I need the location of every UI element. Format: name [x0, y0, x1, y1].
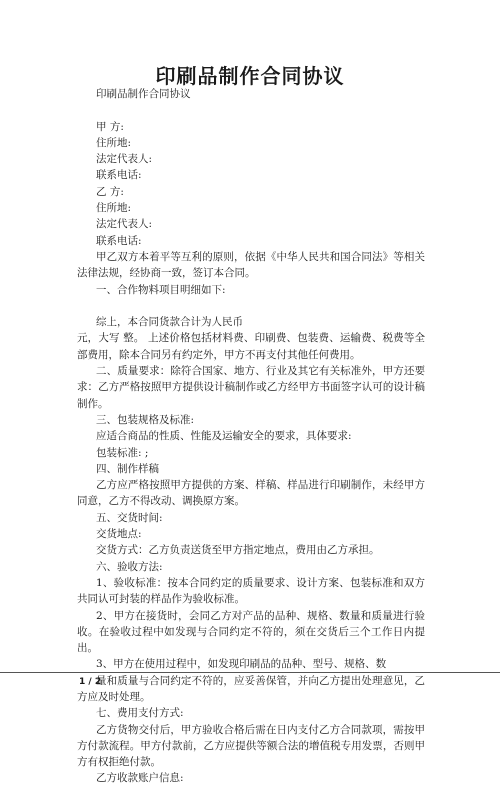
section-5-method: 交货方式：乙方负责送货至甲方指定地点，费用由乙方承担。: [96, 544, 380, 557]
section-4-body: 乙方应严格按照甲方提供的方案、样稿、样品进行印刷制作，未经甲方同意，乙方不得改动、调换原方案。: [77, 479, 425, 508]
section-6-item-3a: 3、甲方在使用过程中，如发现印刷品的品种、型号、规格、数: [96, 658, 387, 671]
price-note: 元，大写 整。 上述价格包括材料费、印刷费、包装费、运输费、税费等全部费用，除本合同另有约定外，甲方不再支付其他任何费用。: [77, 332, 425, 361]
subtitle: 印刷品制作合同协议: [96, 88, 191, 100]
document-title: 印刷品制作合同协议: [155, 64, 345, 88]
party-b-address: 住所地:: [96, 202, 132, 215]
section-3-pack: 包装标准: ;: [96, 446, 149, 459]
section-2: 二、质量要求：除符合国家、地方、行业及其它有关标准外，甲方还要求：乙方严格按照甲方提供设计稿制作或乙方经甲方书面签字认可的设计稿制作。: [77, 365, 425, 410]
party-a-rep: 法定代表人:: [96, 153, 153, 166]
party-b-phone: 联系电话:: [96, 234, 142, 247]
section-3-title: 三、包装规格及标准:: [96, 413, 195, 426]
section-7-item-1: 乙方货物交付后，甲方验收合格后需在日内支付乙方合同款项，需按甲方付款流程。甲方付款前，乙方应提供等额合法的增值税专用发票，否则甲方有权拒绝付款。: [77, 723, 425, 769]
section-3-body: 应适合商品的性质、性能及运输安全的要求，具体要求:: [96, 430, 352, 443]
party-b-label: 乙 方:: [96, 185, 124, 198]
section-5-place: 交货地点:: [96, 528, 142, 541]
blank-line: [77, 102, 425, 118]
blank-line: [77, 298, 425, 314]
party-a-phone: 联系电话:: [96, 169, 142, 182]
section-7-item-2: 乙方收款账户信息:: [96, 772, 184, 785]
section-6-item-3b: 量和质量与合同约定不符的，应妥善保管，并向乙方提出处理意见，乙方应及时处理。: [77, 674, 425, 703]
party-a-address: 住所地:: [96, 136, 132, 149]
party-a-label: 甲 方:: [96, 120, 124, 133]
section-5-title: 五、交货时间:: [96, 511, 163, 524]
section-1-title: 一、合作物料项目明细如下:: [96, 283, 226, 296]
section-6-title: 六、验收方法:: [96, 560, 163, 573]
intro-paragraph: 甲乙双方本着平等互利的原则，依据《中华人民共和国合同法》等相关法律法规，经协商一致，签订本合同。: [77, 250, 425, 280]
page-number: 1 / 2: [79, 677, 102, 687]
section-6-item-1: 1、验收标准：按本合同约定的质量要求、设计方案、包装标准和双方共同认可封装的样品作为验收标准。: [77, 576, 425, 606]
section-7-title: 七、费用支付方式:: [96, 707, 184, 720]
footer-divider: [0, 672, 500, 673]
document-body: [77, 86, 425, 787]
section-6-item-2: 2、甲方在接货时，会同乙方对产品的品种、规格、数量和质量进行验收。在验收过程中如发现与合同约定不符的，须在交货后三个工作日内提出。: [77, 609, 425, 655]
total-amount: 综上，本合同货款合计为人民币: [96, 316, 243, 329]
section-4-title: 四、制作样稿: [96, 462, 159, 475]
party-b-rep: 法定代表人:: [96, 218, 153, 231]
